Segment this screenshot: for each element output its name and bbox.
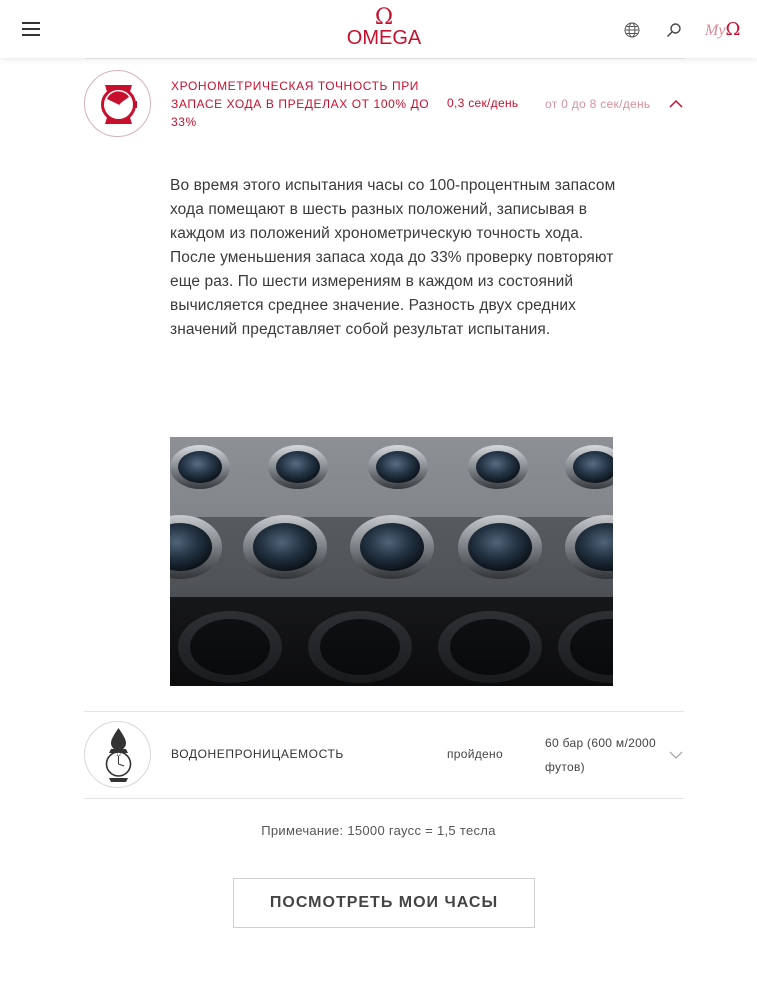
watches-test-photo	[170, 437, 613, 686]
row-divider	[84, 798, 684, 799]
test-title: ВОДОНЕПРОНИЦАЕМОСТЬ	[171, 747, 344, 761]
test-range: от 0 до 8 сек/день	[545, 97, 651, 111]
chevron-up-icon[interactable]	[669, 97, 683, 111]
water-drop-watch-icon	[84, 721, 151, 788]
top-divider	[85, 58, 685, 59]
omega-logo[interactable]	[339, 5, 429, 52]
site-header	[0, 0, 757, 58]
my-omega-symbol: Ω	[725, 19, 741, 40]
globe-icon[interactable]	[624, 22, 640, 38]
view-my-watches-button[interactable]: ПОСМОТРЕТЬ МОИ ЧАСЫ	[233, 878, 535, 928]
row-divider	[84, 711, 684, 712]
search-icon[interactable]	[666, 22, 682, 38]
test-row-water-resistance[interactable]	[84, 721, 684, 789]
logo-symbol: Ω	[374, 5, 394, 30]
test-title: ХРОНОМЕТРИЧЕСКАЯ ТОЧНОСТЬ ПРИ ЗАПАСЕ ХОДА В ПРЕДЕЛАХ ОТ 100% ДО 33%	[171, 79, 430, 129]
my-omega-link[interactable]	[705, 18, 740, 42]
test-range: 60 бар (600 м/2000 футов)	[545, 736, 656, 774]
chevron-down-icon[interactable]	[669, 748, 683, 762]
svg-text:12: 12	[115, 752, 122, 757]
conversion-note: Примечание: 15000 гаусс = 1,5 тесла	[261, 823, 496, 838]
my-label: My	[705, 22, 726, 39]
test-description: Во время этого испытания часы со 100-процентным запасом хода помещают в шесть разных положений, записывая в каждом из положений хронометрическую точность хода. После уменьшения запаса хода до 33% проверку повторяют еще раз. По шести измерениям в каждом из состояний вычисляется среднее значение. Разность двух средних значений представляет собой результат испытания.	[170, 177, 616, 338]
test-row-power-reserve[interactable]	[84, 70, 684, 138]
test-result: 0,3 сек/день	[447, 96, 519, 110]
power-reserve-watch-icon	[84, 70, 151, 137]
test-result: пройдено	[447, 747, 503, 761]
menu-icon[interactable]	[22, 22, 40, 36]
logo-text: OMEGA	[346, 27, 422, 49]
